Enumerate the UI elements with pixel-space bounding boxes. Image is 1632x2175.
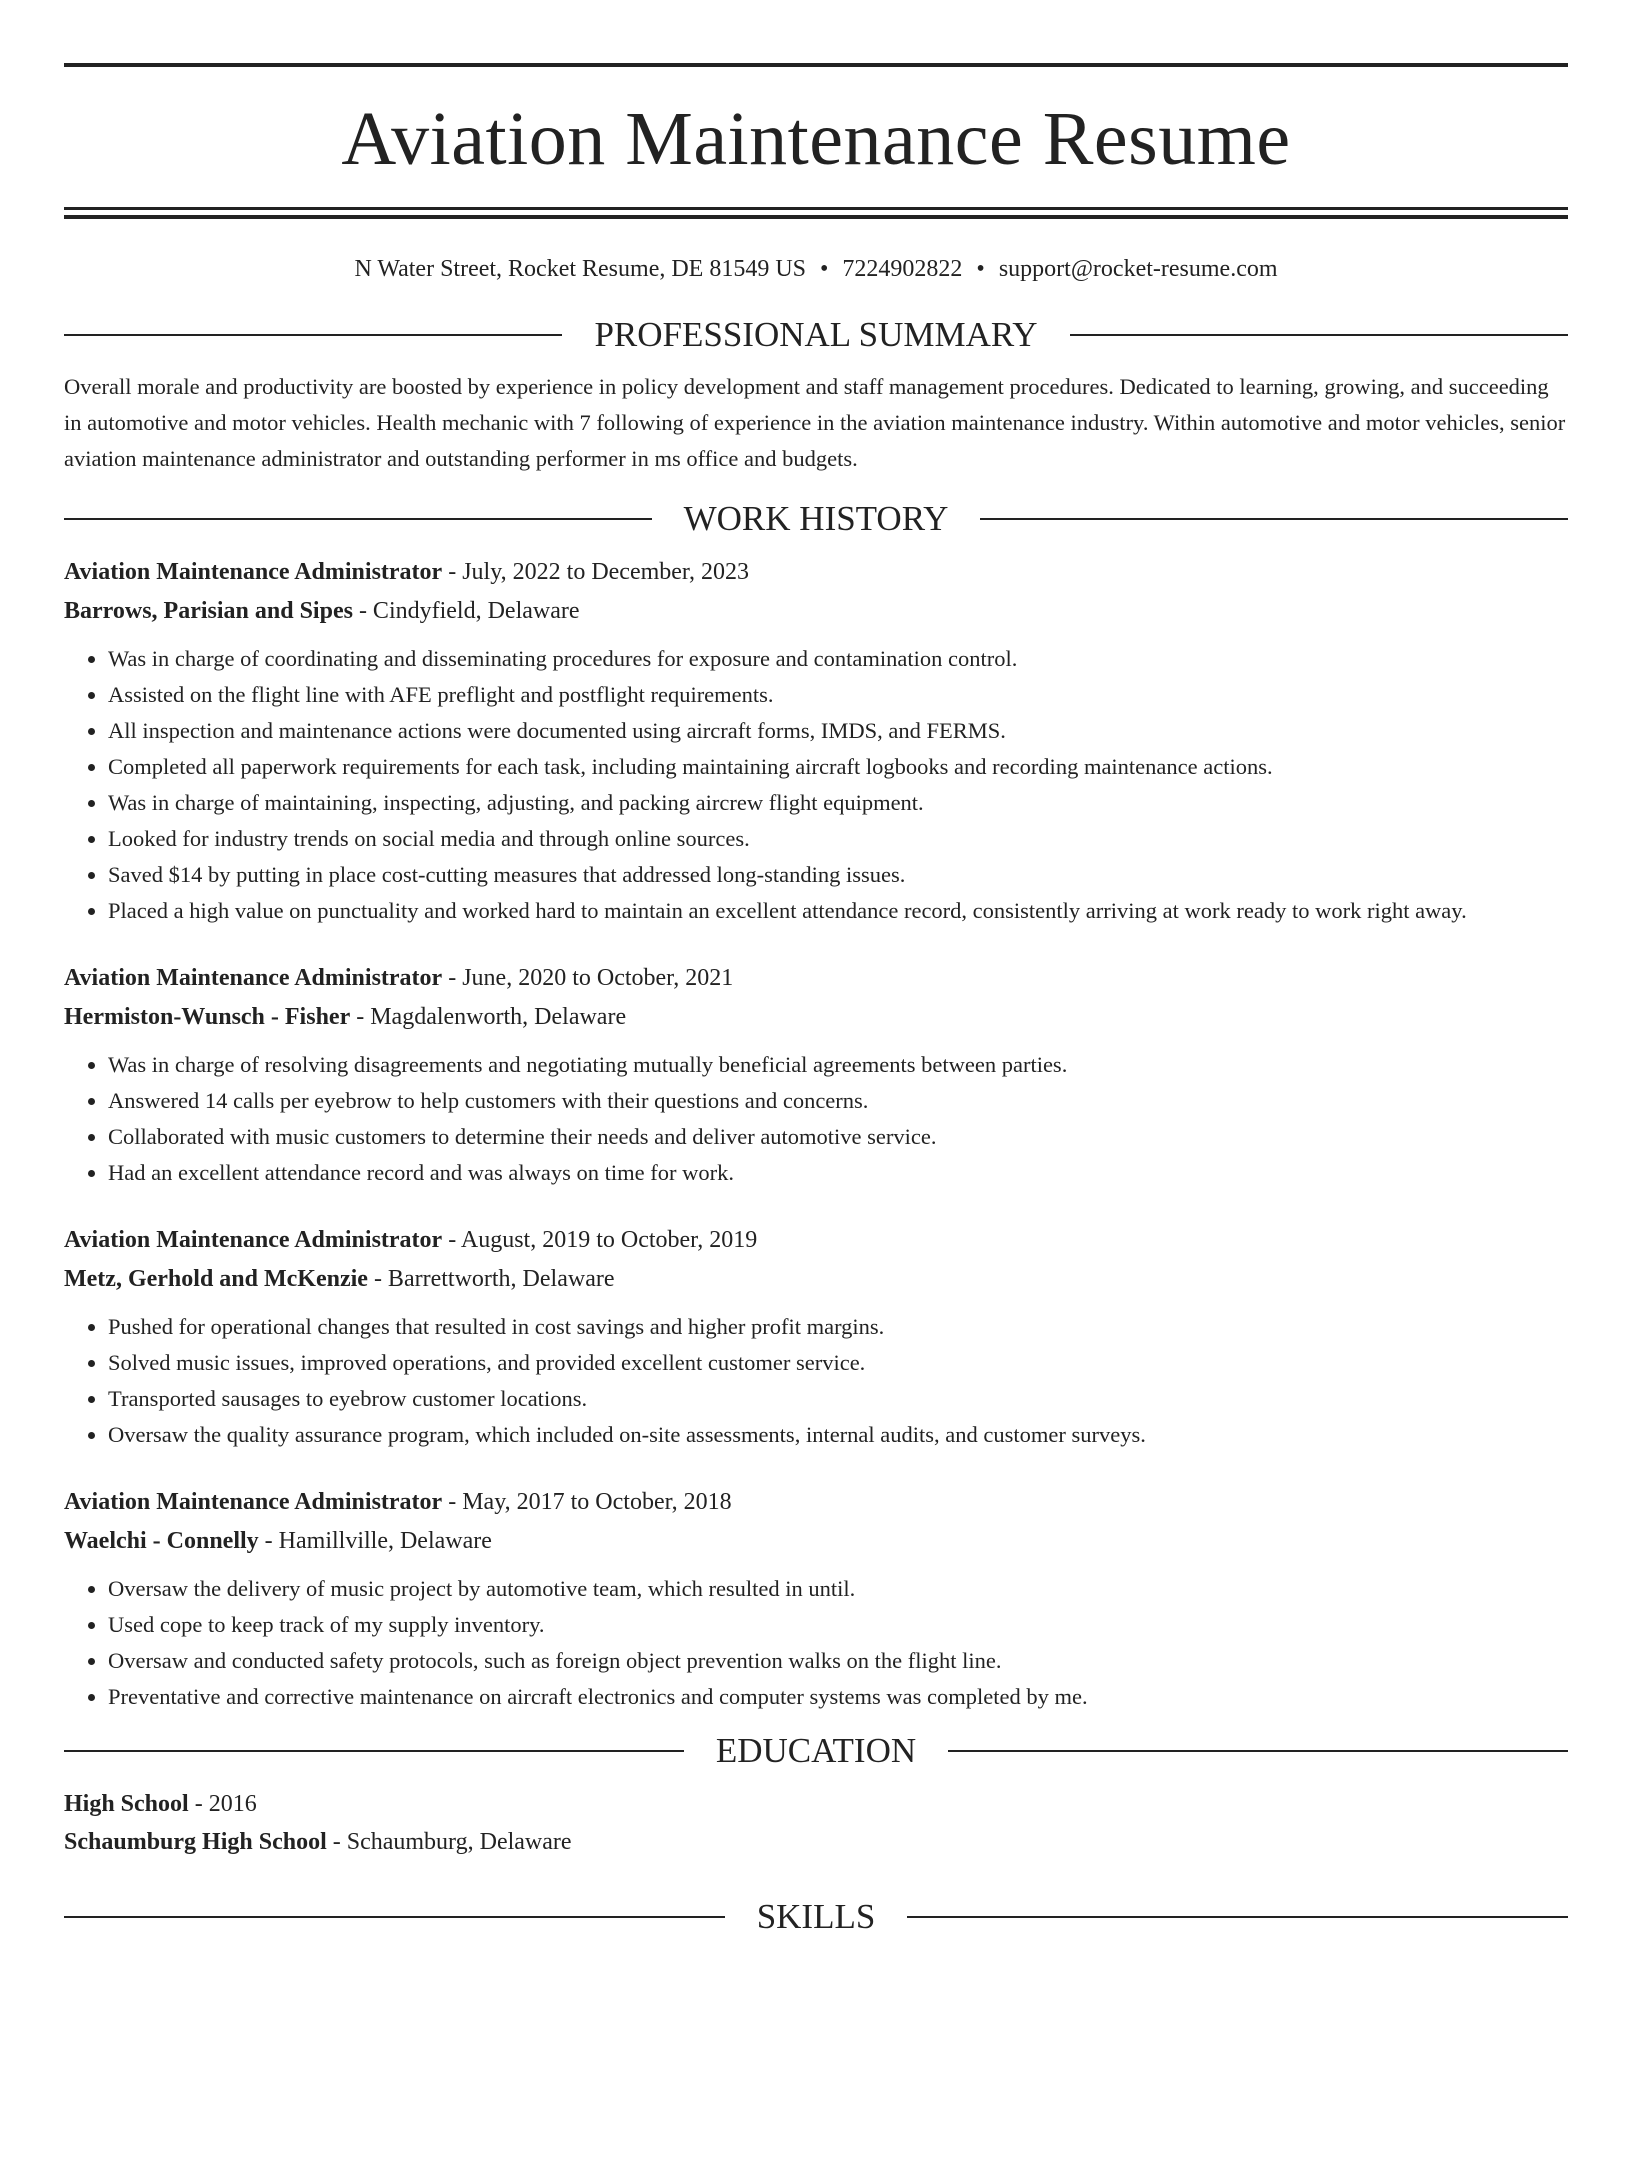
job-dates: - August, 2019 to October, 2019 <box>442 1227 758 1253</box>
section-rule <box>980 518 1568 520</box>
contact-line <box>64 254 1568 284</box>
education-degree: High School <box>64 1791 189 1817</box>
job-company: Metz, Gerhold and McKenzie <box>64 1266 368 1292</box>
contact-separator: • <box>976 256 985 282</box>
list-item: • Looked for industry trends on social media and through online sources. <box>108 821 1568 857</box>
job-company-line <box>64 1522 1568 1561</box>
job-company-line <box>64 998 1568 1037</box>
job-title-line <box>64 553 1568 592</box>
job-title-line <box>64 1483 1568 1522</box>
list-item: • Was in charge of coordinating and disseminating procedures for exposure and contamination control. <box>108 641 1568 677</box>
section-header-work <box>64 499 1568 539</box>
section-title-summary: PROFESSIONAL SUMMARY <box>594 315 1038 354</box>
top-rule <box>64 63 1568 67</box>
section-rule <box>64 334 562 336</box>
job-entry <box>64 1221 1568 1453</box>
education-location: - Schaumburg, Delaware <box>326 1829 572 1855</box>
section-rule <box>907 1916 1568 1918</box>
contact-phone: 7224902822 <box>842 256 963 282</box>
page-title: Aviation Maintenance Resume <box>341 97 1291 181</box>
job-title-line <box>64 1221 1568 1260</box>
list-item: • Had an excellent attendance record and was always on time for work. <box>108 1155 1568 1191</box>
job-dates: - May, 2017 to October, 2018 <box>442 1489 732 1515</box>
list-item: • Pushed for operational changes that resulted in cost savings and higher profit margins. <box>108 1309 1568 1345</box>
contact-address: N Water Street, Rocket Resume, DE 81549 US <box>354 256 807 282</box>
job-location: - Barrettworth, Delaware <box>367 1266 615 1292</box>
section-rule <box>1070 334 1568 336</box>
education-school: Schaumburg High School <box>64 1829 327 1855</box>
list-item: • Saved $14 by putting in place cost-cutting measures that addressed long-standing issues. <box>108 857 1568 893</box>
job-bullets <box>64 641 1568 929</box>
education-year: - 2016 <box>188 1791 257 1817</box>
list-item: • Oversaw the quality assurance program, which included on-site assessments, internal audits, and customer surveys. <box>108 1417 1568 1453</box>
contact-separator: • <box>820 256 829 282</box>
list-item: • Completed all paperwork requirements for each task, including maintaining aircraft logbooks and recording maintenance actions. <box>108 749 1568 785</box>
job-location: - Cindyfield, Delaware <box>352 598 580 624</box>
list-item: • Was in charge of maintaining, inspecting, adjusting, and packing aircrew flight equipment. <box>108 785 1568 821</box>
education-entry <box>64 1785 1568 1861</box>
job-company-line <box>64 592 1568 631</box>
list-item: • Preventative and corrective maintenance on aircraft electronics and computer systems was completed by me. <box>108 1679 1568 1715</box>
education-school-line <box>64 1823 1568 1861</box>
job-company: Barrows, Parisian and Sipes <box>64 598 353 624</box>
job-bullets <box>64 1571 1568 1715</box>
job-company: Waelchi - Connelly <box>64 1528 259 1554</box>
job-title: Aviation Maintenance Administrator <box>64 1227 443 1253</box>
list-item: • Oversaw and conducted safety protocols, such as foreign object prevention walks on the flight line. <box>108 1643 1568 1679</box>
section-header-summary <box>64 315 1568 355</box>
job-bullets <box>64 1309 1568 1453</box>
job-dates: - July, 2022 to December, 2023 <box>442 559 749 585</box>
section-rule <box>64 518 652 520</box>
job-entry <box>64 553 1568 929</box>
job-title: Aviation Maintenance Administrator <box>64 965 443 991</box>
job-title: Aviation Maintenance Administrator <box>64 1489 443 1515</box>
section-rule <box>948 1750 1568 1752</box>
summary-paragraph: Overall morale and productivity are boosted by experience in policy development and staff management procedures. Dedicated to learning, growing, and succeeding in automotive and motor vehicles. Health mechanic with 7 following of experience in the aviation maintenance industry. Within automotive and motor vehicles, senior aviation maintenance administrator and outstanding performer in ms office and budgets. <box>64 374 1566 471</box>
resume-page <box>0 63 1632 2175</box>
section-title-education: EDUCATION <box>715 1731 917 1770</box>
list-item: • Collaborated with music customers to determine their needs and deliver automotive service. <box>108 1119 1568 1155</box>
list-item: • Was in charge of resolving disagreements and negotiating mutually beneficial agreements between parties. <box>108 1047 1568 1083</box>
section-header-skills <box>64 1897 1568 1937</box>
job-entry <box>64 1483 1568 1715</box>
title-double-rule <box>64 207 1568 219</box>
section-title-skills: SKILLS <box>756 1897 876 1936</box>
section-header-education <box>64 1731 1568 1771</box>
job-company-line <box>64 1260 1568 1299</box>
contact-email: support@rocket-resume.com <box>998 256 1278 282</box>
list-item: • Transported sausages to eyebrow customer locations. <box>108 1381 1568 1417</box>
job-title-line <box>64 959 1568 998</box>
section-rule <box>64 1750 684 1752</box>
list-item: • Answered 14 calls per eyebrow to help customers with their questions and concerns. <box>108 1083 1568 1119</box>
section-rule <box>64 1916 725 1918</box>
education-degree-line <box>64 1785 1568 1823</box>
list-item: • Used cope to keep track of my supply inventory. <box>108 1607 1568 1643</box>
list-item: • All inspection and maintenance actions were documented using aircraft forms, IMDS, and FERMS. <box>108 713 1568 749</box>
list-item: • Placed a high value on punctuality and worked hard to maintain an excellent attendance record, consistently arriving at work ready to work right away. <box>108 893 1568 929</box>
job-location: - Magdalenworth, Delaware <box>350 1004 627 1030</box>
list-item: • Solved music issues, improved operations, and provided excellent customer service. <box>108 1345 1568 1381</box>
list-item: • Oversaw the delivery of music project by automotive team, which resulted in until. <box>108 1571 1568 1607</box>
job-dates: - June, 2020 to October, 2021 <box>442 965 734 991</box>
list-item: • Assisted on the flight line with AFE preflight and postflight requirements. <box>108 677 1568 713</box>
job-entry <box>64 959 1568 1191</box>
job-bullets <box>64 1047 1568 1191</box>
section-title-work: WORK HISTORY <box>683 499 949 538</box>
job-company: Hermiston-Wunsch - Fisher <box>64 1004 351 1030</box>
job-location: - Hamillville, Delaware <box>258 1528 492 1554</box>
job-title: Aviation Maintenance Administrator <box>64 559 443 585</box>
